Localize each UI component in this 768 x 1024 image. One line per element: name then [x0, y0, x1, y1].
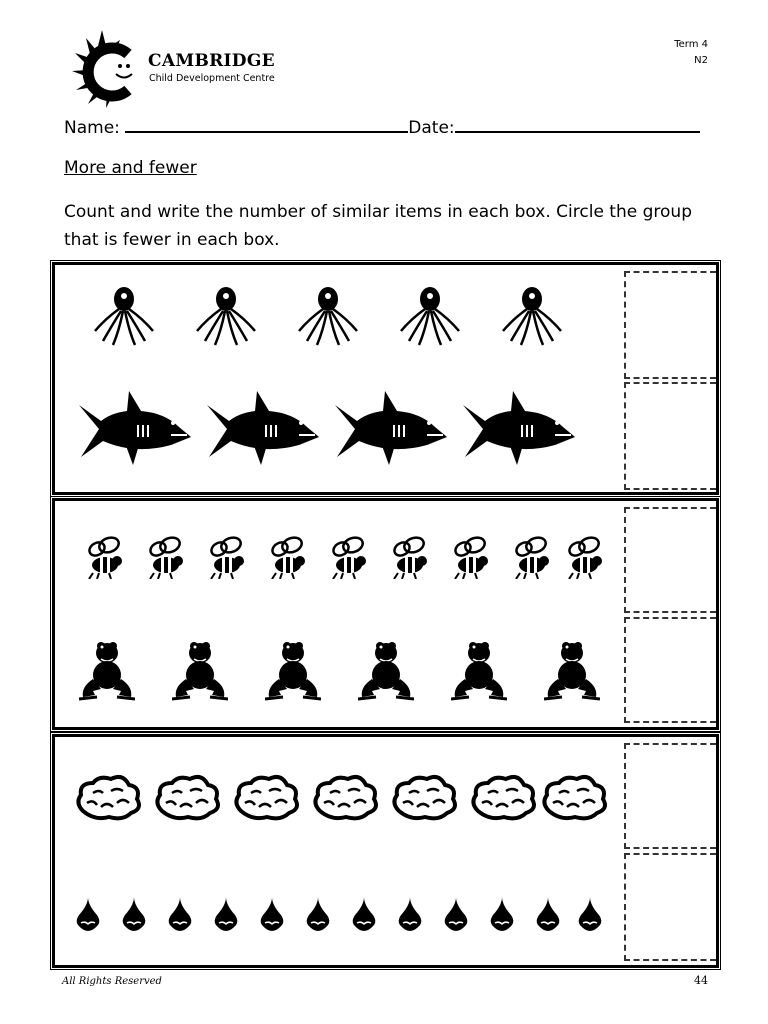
answer-box-1b[interactable]: [624, 382, 716, 490]
frog-icon[interactable]: [451, 639, 507, 705]
name-date-line: [64, 118, 700, 138]
octopus-icon[interactable]: [193, 283, 259, 353]
octopus-icon[interactable]: [397, 283, 463, 353]
frog-icon[interactable]: [358, 639, 414, 705]
octopus-icon[interactable]: [91, 283, 157, 353]
cloud-icon[interactable]: [389, 773, 459, 827]
answer-box-1a[interactable]: [624, 271, 716, 379]
raindrop-icon[interactable]: [535, 897, 561, 935]
answer-box-2b[interactable]: [624, 617, 716, 723]
frog-icon[interactable]: [172, 639, 228, 705]
cloud-icon[interactable]: [152, 773, 222, 827]
raindrop-icon[interactable]: [167, 897, 193, 935]
cloud-icon[interactable]: [468, 773, 538, 827]
octopus-icon[interactable]: [295, 283, 361, 353]
shark-icon[interactable]: [75, 385, 195, 475]
page-number: 44: [694, 974, 708, 987]
date-label: Date:: [408, 118, 455, 138]
bee-icon[interactable]: [146, 535, 186, 583]
cloud-icon[interactable]: [231, 773, 301, 827]
bee-icon[interactable]: [207, 535, 247, 583]
cambridge-sun-logo-icon: [72, 28, 152, 108]
bee-icon[interactable]: [451, 535, 491, 583]
bee-icon[interactable]: [565, 535, 605, 583]
bee-icon[interactable]: [512, 535, 552, 583]
worksheet-topic: More and fewer: [64, 158, 197, 178]
raindrop-icon[interactable]: [259, 897, 285, 935]
frog-row: [55, 639, 615, 729]
raindrop-icon[interactable]: [305, 897, 331, 935]
term-label: [674, 37, 708, 69]
shark-icon[interactable]: [459, 385, 579, 475]
frog-icon[interactable]: [544, 639, 600, 705]
raindrop-icon[interactable]: [443, 897, 469, 935]
cloud-icon[interactable]: [73, 773, 143, 827]
answer-box-2a[interactable]: [624, 507, 716, 613]
octopus-row: [55, 283, 615, 373]
raindrop-icon[interactable]: [351, 897, 377, 935]
exercise-box-3: [52, 734, 719, 968]
name-field[interactable]: [125, 119, 408, 133]
octopus-icon[interactable]: [499, 283, 565, 353]
exercise-box-2: [52, 498, 719, 730]
bee-row: [55, 535, 615, 625]
brand-name: CAMBRIDGE: [148, 51, 275, 71]
raindrop-icon[interactable]: [213, 897, 239, 935]
name-label: Name:: [64, 118, 120, 138]
answer-box-3a[interactable]: [624, 743, 716, 849]
bee-icon[interactable]: [85, 535, 125, 583]
cloud-row: [55, 773, 615, 863]
footer-rights: All Rights Reserved: [62, 976, 162, 987]
instructions: Count and write the number of similar items in each box. Circle the group that is fewer in each box.: [64, 202, 692, 250]
raindrop-row: [55, 897, 615, 987]
frog-icon[interactable]: [79, 639, 135, 705]
cloud-icon[interactable]: [539, 773, 609, 827]
bee-icon[interactable]: [268, 535, 308, 583]
shark-row: [55, 385, 615, 475]
term-text: Term 4: [674, 39, 708, 50]
shark-icon[interactable]: [203, 385, 323, 475]
shark-icon[interactable]: [331, 385, 451, 475]
raindrop-icon[interactable]: [121, 897, 147, 935]
date-field[interactable]: [455, 119, 700, 133]
brand-subtitle: Child Development Centre: [149, 73, 275, 84]
raindrop-icon[interactable]: [577, 897, 603, 935]
raindrop-icon[interactable]: [397, 897, 423, 935]
level-text: N2: [694, 55, 708, 66]
answer-box-3b[interactable]: [624, 853, 716, 961]
frog-icon[interactable]: [265, 639, 321, 705]
exercise-box-1: [52, 262, 719, 495]
bee-icon[interactable]: [390, 535, 430, 583]
bee-icon[interactable]: [329, 535, 369, 583]
cloud-icon[interactable]: [310, 773, 380, 827]
raindrop-icon[interactable]: [489, 897, 515, 935]
raindrop-icon[interactable]: [75, 897, 101, 935]
